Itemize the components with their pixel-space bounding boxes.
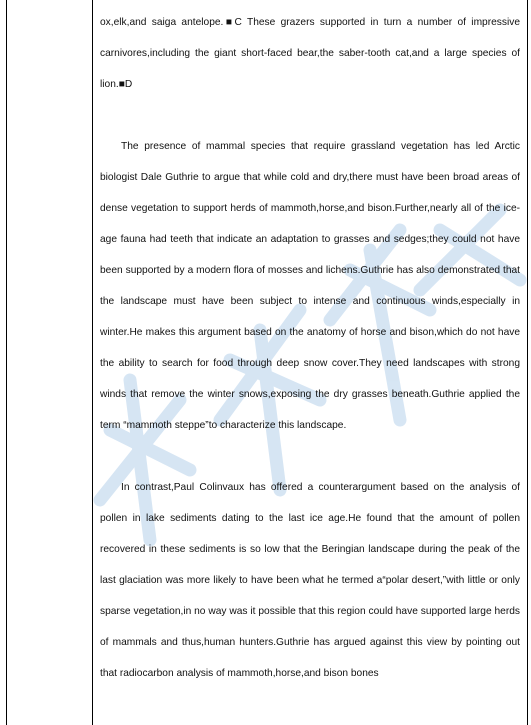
document-text-cell bbox=[100, 7, 520, 689]
right-table-border bbox=[527, 0, 528, 725]
paragraph-2: The presence of mammal species that require grassland vegetation has led Arctic biologist Dale Guthrie to argue that while cold and dry,there must have been broad areas of dense vegetation to support herds of mammoth,horse,and bison.Further,nearly all of the ice-age fauna had teeth that indicate an adaptation to grasses and sedges;they could not have been supported by a modern flora of mosses and lichens.Guthrie has also demonstrated that the landscape must have been subject to intense and continuous winds,especially in winter.He makes this argument based on the anatomy of horse and bison,which do not have the ability to search for food through deep snow cover.They need landscapes with strong winds that remove the winter snows,exposing the dry grasses beneath.Guthrie applied the term “mammoth steppe”to characterize this landscape. bbox=[100, 141, 520, 431]
paragraph-gap bbox=[100, 100, 520, 131]
paragraph-1: ox,elk,and saiga antelope.■C These grazers supported in turn a number of impressive carnivores,including the giant short-faced bear,the saber-tooth cat,and a large species of lion.■D bbox=[100, 17, 520, 90]
paragraph-gap bbox=[100, 441, 520, 472]
paragraph-3: In contrast,Paul Colinvaux has offered a counterargument based on the analysis of pollen in lake sediments dating to the last ice age.He found that the amount of pollen recovered in these sediments is so low that the Beringian landscape during the peak of the last glaciation was more likely to have been what he termed a“polar desert,”with little or only sparse vegetation,in no way was it possible that this region could have supported large herds of mammals and thus,human hunters.Guthrie has argued against this view by pointing out that radiocarbon analysis of mammoth,horse,and bison bones bbox=[100, 482, 520, 679]
left-table-column bbox=[6, 0, 93, 725]
